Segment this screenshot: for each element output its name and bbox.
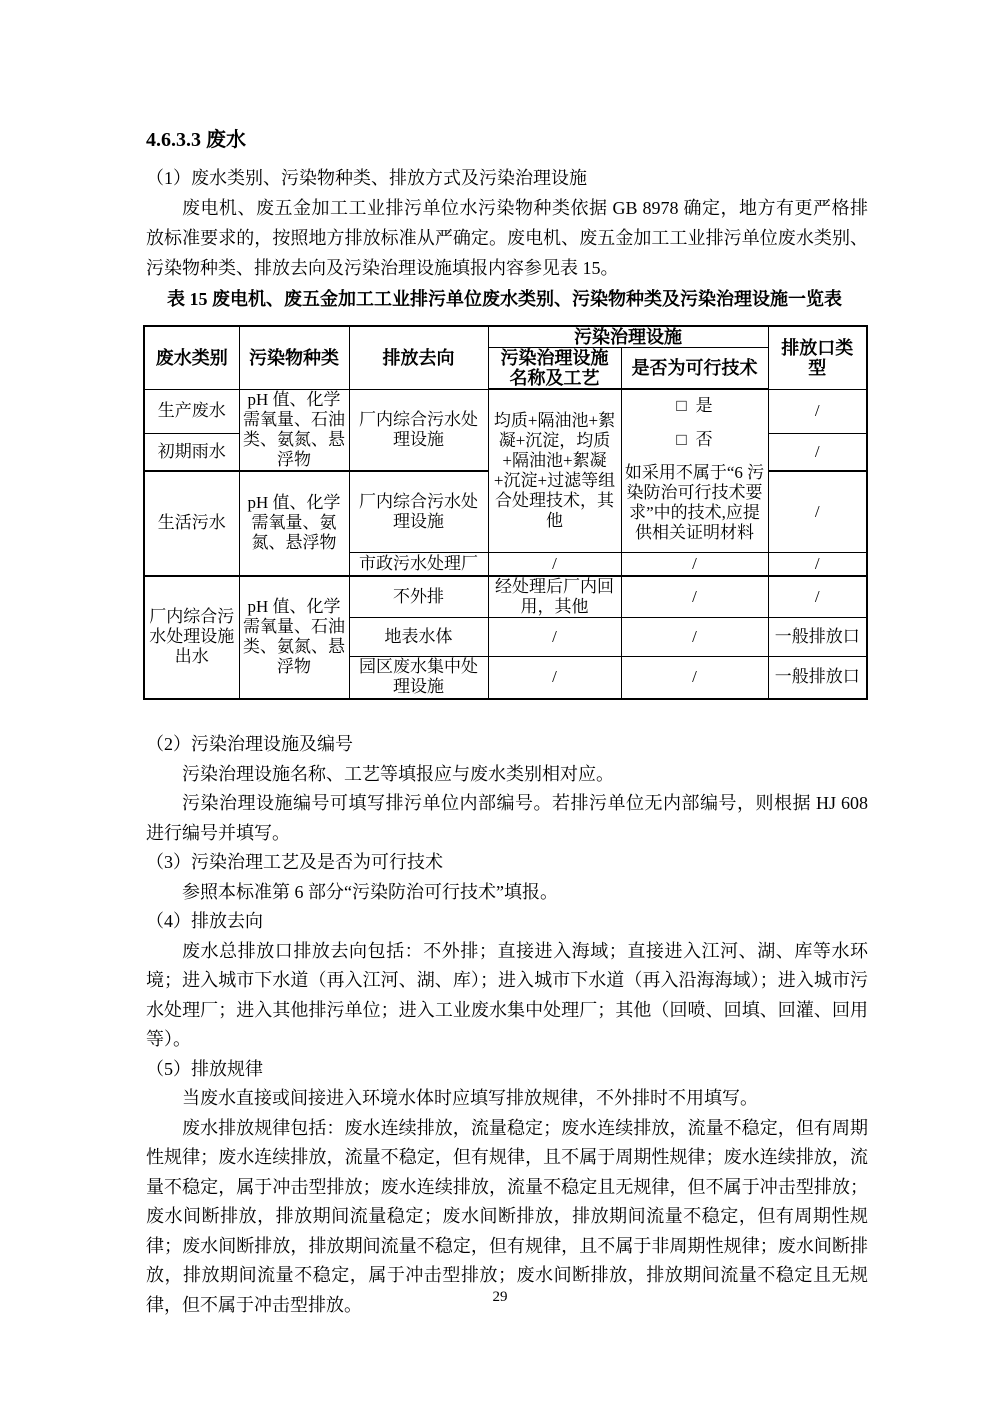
table-row-no-discharge bbox=[144, 576, 867, 618]
cell-plant-outlet-water: 厂内综合污水处理设施出水 bbox=[144, 576, 239, 700]
feasible-note: 如采用不属于“6 污染防治可行技术要求”中的技术,应提供相关证明材料 bbox=[624, 463, 765, 542]
item-2-label: （2）污染治理设施及编号 bbox=[146, 734, 353, 754]
section-1-block bbox=[146, 163, 868, 283]
cell-domestic-sewage: 生活污水 bbox=[144, 471, 239, 576]
wastewater-table bbox=[143, 325, 868, 700]
feasible-no-label: 否 bbox=[695, 430, 713, 449]
cell-outlet-slash: / bbox=[768, 553, 867, 576]
item-3-label: （3）污染治理工艺及是否为可行技术 bbox=[146, 852, 443, 872]
table-header-group-row bbox=[144, 326, 867, 348]
cell-feasible-technology bbox=[621, 389, 768, 553]
item-2-paragraph-1: 污染治理设施名称、工艺等填报应与废水类别相对应。 bbox=[182, 763, 614, 784]
cell-outlet-slash: / bbox=[768, 434, 867, 471]
col-header-treatment-facility-group: 污染治理设施 bbox=[488, 326, 768, 348]
section-heading: 4.6.3.3 废水 bbox=[146, 129, 246, 151]
item-5-label: （5）排放规律 bbox=[146, 1058, 263, 1079]
col-header-feasible-technology: 是否为可行技术 bbox=[621, 348, 768, 390]
item-4-paragraph: 废水总排放口排放去向包括：不外排；直接进入海域；直接进入江河、湖、库等水环境；进入城市下水道（再入江河、湖、库）；进入城市下水道（再入沿海海域）；进入城市污水处理厂；进入其他排污单位；进入工业废水集中处理厂；其他（回喷、回填、回灌、回用等）。 bbox=[146, 940, 868, 1049]
item-5-paragraph-2: 废水排放规律包括：废水连续排放，流量稳定；废水连续排放，流量不稳定，但有周期性规律；废水连续排放，流量不稳定，但有规律，且不属于周期性规律；废水连续排放，流量不稳定，属于冲击型排放；废水连续排放，流量不稳定且无规律，但不属于冲击型排放；废水间断排放，排放期间流量稳定；废水间断排放，排放期间流量不稳定，但有周期性规律；废水间断排放，排放期间流量不稳定，但有规律，且不属于非周期性规律；废水间断排放，排放期间流量不稳定，属于冲击型排放；废水间断排放，排放期间流量不稳定且无规律，但不属于冲击型排放。 bbox=[146, 1117, 868, 1315]
cell-feasible-slash: / bbox=[621, 617, 768, 656]
item-4-label: （4）排放去向 bbox=[146, 911, 263, 931]
col-header-wastewater-type: 废水类别 bbox=[144, 326, 239, 389]
cell-feasible-slash: / bbox=[621, 656, 768, 699]
cell-production-wastewater: 生产废水 bbox=[144, 389, 239, 434]
item-2-paragraph-2: 污染治理设施编号可填写排污单位内部编号。若排污单位无内部编号，则根据 HJ 608 进行编号并填写。 bbox=[146, 793, 868, 843]
cell-outlet-slash: / bbox=[768, 471, 867, 553]
sections-2-to-5-block bbox=[146, 730, 868, 1320]
page-number: 29 bbox=[492, 1289, 508, 1305]
table-caption: 表 15 废电机、废五金加工工业排污单位废水类别、污染物种类及污染治理设施一览表 bbox=[167, 289, 842, 309]
item-1-paragraph: 废电机、废五金加工工业排污单位水污染物种类依据 GB 8978 确定，地方有更严格排放标准要求的，按照地方排放标准从严确定。废电机、废五金加工工业排污单位废水类别、污染物种类、排放去向及污染治理设施填报内容参见表 15。 bbox=[146, 198, 868, 278]
feasible-no-option bbox=[624, 430, 766, 450]
cell-outlet-slash: / bbox=[768, 576, 867, 618]
cell-plant-treatment-facility: 厂内综合污水处理设施 bbox=[349, 471, 488, 553]
item-3-paragraph: 参照本标准第 6 部分“污染防治可行技术”填报。 bbox=[182, 881, 558, 902]
cell-treatment-slash: / bbox=[488, 656, 621, 699]
checkbox-empty-icon: □ bbox=[676, 396, 687, 415]
col-header-pollutant-type: 污染物种类 bbox=[239, 326, 349, 389]
cell-general-outlet: 一般排放口 bbox=[768, 617, 867, 656]
cell-treatment-slash: / bbox=[488, 617, 621, 656]
col-header-discharge-destination: 排放去向 bbox=[349, 326, 488, 389]
col-header-treatment-facility-name: 污染治理设施名称及工艺 bbox=[488, 348, 621, 390]
cell-reuse-in-plant: 经处理后厂内回用，其他 bbox=[488, 576, 621, 618]
cell-surface-water: 地表水体 bbox=[349, 617, 488, 656]
cell-park-treatment-facility: 园区废水集中处理设施 bbox=[349, 656, 488, 699]
cell-general-outlet: 一般排放口 bbox=[768, 656, 867, 699]
cell-municipal-plant: 市政污水处理厂 bbox=[349, 553, 488, 576]
col-header-outlet-type: 排放口类型 bbox=[768, 326, 867, 389]
cell-pollutants-domestic: pH 值、化学需氧量、氨氮、悬浮物 bbox=[239, 471, 349, 576]
cell-outlet-slash: / bbox=[768, 389, 867, 434]
cell-plant-treatment-facility: 厂内综合污水处理设施 bbox=[349, 389, 488, 471]
item-5-paragraph-1: 当废水直接或间接进入环境水体时应填写排放规律，不外排时不用填写。 bbox=[182, 1088, 758, 1108]
item-1-label: （1）废水类别、污染物种类、排放方式及污染治理设施 bbox=[146, 168, 587, 188]
cell-no-discharge: 不外排 bbox=[349, 576, 488, 618]
checkbox-empty-icon: □ bbox=[676, 430, 687, 449]
cell-feasible-slash: / bbox=[621, 576, 768, 618]
feasible-yes-option bbox=[624, 396, 766, 416]
cell-initial-rainwater: 初期雨水 bbox=[144, 434, 239, 471]
cell-pollutants-full: pH 值、化学需氧量、石油类、氨氮、悬浮物 bbox=[239, 389, 349, 471]
table-row-production-wastewater bbox=[144, 389, 867, 434]
feasible-yes-label: 是 bbox=[695, 396, 713, 415]
cell-pollutants-full: pH 值、化学需氧量、石油类、氨氮、悬浮物 bbox=[239, 576, 349, 700]
cell-tech-combo: 均质+隔油池+絮凝+沉淀，均质+隔油池+絮凝+沉淀+过滤等组合处理技术，其他 bbox=[488, 389, 621, 553]
cell-treatment-slash: / bbox=[488, 553, 621, 576]
cell-feasible-slash: / bbox=[621, 553, 768, 576]
